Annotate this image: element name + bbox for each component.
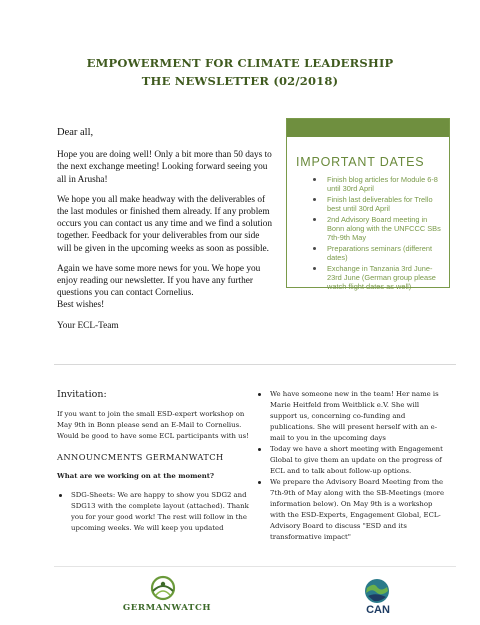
left-column [57, 389, 257, 534]
announcement-item: We have someone new in the team! Her name is Marie Heitfeld from Weitblick e.V. She will support us, concerning co-funding and publications. She will present herself with an e-mail to you in the upcoming days [256, 389, 448, 444]
date-item: Exchange in Tanzania 3rd June-23rd June (German group please watch flight dates as well) [309, 264, 443, 292]
best-wishes: Best wishes! [57, 300, 105, 311]
footer-divider [54, 566, 456, 567]
right-column [256, 389, 448, 543]
intro-paragraph-1: Hope you are doing well! Only a bit more than 50 days to the next exchange meeting! Looking forward seeing you all in Arusha! [57, 150, 272, 185]
germanwatch-emblem-icon [147, 575, 179, 601]
announcement-item: We prepare the Advisory Board Meeting from the 7th-9th of May along with the SB-Meetings (more information below). On May 9th is a workshop with the ESD-Experts, Engagement Global, ECL-Advisory Board to discuss "ESD and its transformative impact" [256, 477, 448, 543]
greeting: Dear all, [57, 127, 94, 138]
dates-header-bar [287, 119, 449, 137]
intro-paragraph-2: We hope you all make headway with the deliverables of the last modules or finished them already. If any problem occurs you can contact us any time and we find a solution together. Feedback for your deliverables from our side will be given in the upcoming weeks as soon as possible. [57, 194, 273, 254]
can-logo [363, 578, 393, 620]
announcements-list-right [256, 389, 448, 543]
date-item: Preparations seminars (different dates) [309, 244, 443, 263]
signature: Your ECL-Team [57, 320, 119, 331]
date-item: Finish last deliverables for Trello best until 30rd April [309, 195, 443, 214]
intro-paragraph-3: Again we have some more news for you. We hope you enjoy reading our newsletter. If you have any further questions you can contact Cornelius. [57, 263, 261, 299]
announcement-item: SDG-Sheets: We are happy to show you SDG2 and SDG13 with the complete layout (attached). Thank you for your good work! The rest will follow in the upcoming weeks. We will keep you updated [57, 490, 257, 534]
section-divider [54, 364, 456, 365]
germanwatch-wordmark: GERMANWATCH [122, 603, 212, 613]
date-item: 2nd Advisory Board meeting in Bonn along with the UNFCCC SBs 7th-9th May [309, 215, 443, 243]
announcements-list-left [57, 490, 257, 534]
can-globe-icon [364, 578, 390, 604]
important-dates-list [309, 175, 443, 292]
can-wordmark: CAN [366, 604, 390, 616]
important-dates-box [286, 118, 450, 292]
date-item: Finish blog articles for Module 6-8 until 30rd April [309, 175, 443, 194]
invitation-text: If you want to join the small ESD-expert workshop on May 9th in Bonn please send an E-Mail to Cornelius. Would be good to have some ECL participants with us! [57, 410, 249, 440]
announcement-item: Today we have a short meeting with Engagement Global to give them an update on the progress of ECL and to talk about follow-up options. [256, 444, 448, 477]
title-line-2: THE NEWSLETTER (02/2018) [141, 74, 339, 88]
invitation-heading: Invitation: [57, 389, 107, 400]
title-line-1: EMPOWERMENT FOR CLIMATE LEADERSHIP [86, 56, 394, 70]
announcements-heading: ANNOUNCMENTS GERMANWATCH [57, 452, 224, 462]
newsletter-title [0, 54, 480, 90]
intro-letter [57, 127, 275, 340]
important-dates-title: IMPORTANT DATES [296, 155, 425, 169]
working-on-heading: What are we working on at the moment? [57, 472, 214, 480]
germanwatch-logo [112, 575, 222, 615]
